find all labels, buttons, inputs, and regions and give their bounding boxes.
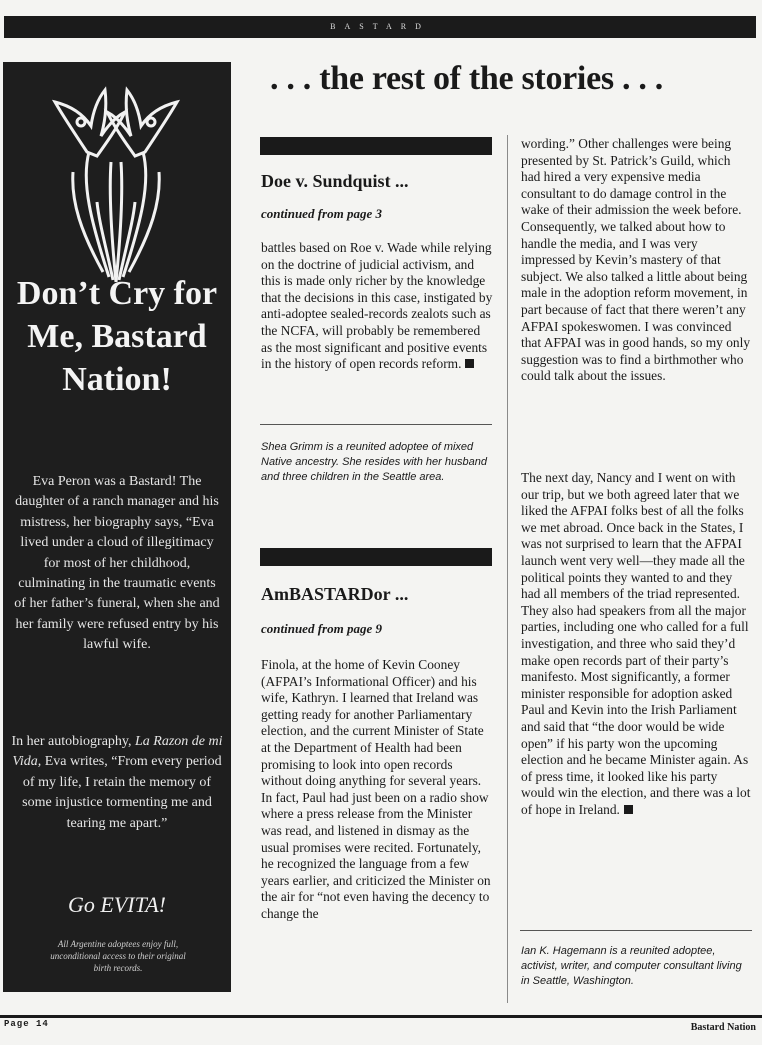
sidebar-title: Don’t Cry for Me, Bastard Nation! bbox=[16, 275, 218, 398]
column-divider bbox=[507, 135, 508, 1003]
article-2-bio: Ian K. Hagemann is a reunited adoptee, activist, writer, and computer consultant living in Seattle, Washington. bbox=[521, 945, 742, 987]
sidebar-paragraph-2-prefix: In her autobiography, bbox=[11, 734, 132, 749]
lily-illustration bbox=[51, 72, 181, 287]
article-1-bio: Shea Grimm is a reunited adoptee of mixed Native ancestry. She resides with her husband and three children in the Seattle area. bbox=[261, 441, 488, 483]
article-1-body bbox=[261, 240, 493, 373]
sidebar-slogan: Go EVITA! bbox=[68, 892, 166, 917]
sidebar-panel bbox=[3, 62, 231, 992]
right-column-para-2-text: The next day, Nancy and I went on with our trip, but we both agreed later that we liked the AFPAI folks best of all the folks we met abroad. Once back in the States, I was not surprised to learn that the AFPAI launch went very well—they made all the political points they wanted to and they had all members of the triad represented. They also had speakers from all the major parties, including one who called for a full investigation, and three who said they’d make open records part of their party’s manifesto. Most significantly, a former minister responsible for adoption asked Paul and Kevin into the Irish Parliament and said that “the door would be wide open” if his party won the upcoming election and he became Minister again. As of press time, it looked like his party would win the election, and there was a lot of hope in Ireland. bbox=[521, 470, 751, 817]
running-header: BASTARD bbox=[4, 16, 756, 38]
page-headline: . . . the rest of the stories . . . bbox=[270, 60, 664, 97]
right-column-para-2 bbox=[521, 470, 753, 818]
article-1-rule bbox=[260, 424, 492, 425]
article-2-bar bbox=[260, 548, 492, 566]
book-title: La Razon de mi Vida, bbox=[12, 734, 223, 770]
article-2-rule bbox=[520, 930, 752, 931]
sidebar-fine-print: All Argentine adoptees enjoy full, unconditional access to their original birth records. bbox=[50, 939, 186, 973]
right-column-para-1: wording.” Other challenges were being presented by St. Patrick’s Guild, which had hired a very expensive media consultant to do damage control in the wake of their admission the week before. Consequently, we talked about how to handle the media, and I was very impressed by Kevin’s mastery of that subject. We also talked a little about being male in the adoption reform movement, in part because of fact that there weren’t any AFPAI spokeswomen. I was convinced that AFPAI was in good hands, so my only suggestion was to find a birthmother who could talk about the issues. bbox=[521, 136, 751, 384]
article-1-title: Doe v. Sundquist ... bbox=[261, 171, 409, 191]
end-mark-icon bbox=[624, 805, 633, 814]
article-2-title: AmBASTARDor ... bbox=[261, 584, 409, 604]
sidebar-paragraph-2-rest: Eva writes, “From every period of my life, I retain the memory of some injustice tormenting me and tearing me apart.” bbox=[22, 754, 222, 831]
article-1-continued: continued from page 3 bbox=[261, 206, 382, 221]
article-2-continued: continued from page 9 bbox=[261, 621, 382, 636]
footer-publication: Bastard Nation bbox=[690, 1022, 756, 1033]
article-2-body: Finola, at the home of Kevin Cooney (AFPAI’s Informational Officer) and his wife, Kathryn. I learned that Ireland was getting ready for another Parliamentary election, and the current Minister of State at the Department of Health had been promising to look into open records without doing anything for several years. In fact, Paul had just been on a radio show where a press release from the Minister was read, and listened in dismay as the usual promises were recited. Fortunately, he recognized the language from a few years earlier, and criticized the Minister on the air for “not even having the decency to change the bbox=[261, 657, 491, 921]
article-1-body-text: battles based on Roe v. Wade while relying on the doctrine of judicial activism, and this is made only richer by the knowledge that the decisions in this case, instigated by anti-adoptee sealed-records zealots such as the NCFA, will probably be remembered as the most significant and positive events in the history of open records reform. bbox=[261, 240, 493, 372]
article-1-bar bbox=[260, 137, 492, 155]
end-mark-icon bbox=[465, 359, 474, 368]
page-number: Page 14 bbox=[4, 1019, 49, 1029]
sidebar-paragraph-2 bbox=[11, 732, 223, 834]
sidebar-paragraph-1: Eva Peron was a Bastard! The daughter of a ranch manager and his mistress, her biography says, “Eva lived under a cloud of illegitimacy for most of her childhood, culminating in the traumatic events of her father’s funeral, when she and her family were refused entry by his lawful wife. bbox=[14, 474, 220, 653]
footer-rule bbox=[0, 1015, 762, 1018]
